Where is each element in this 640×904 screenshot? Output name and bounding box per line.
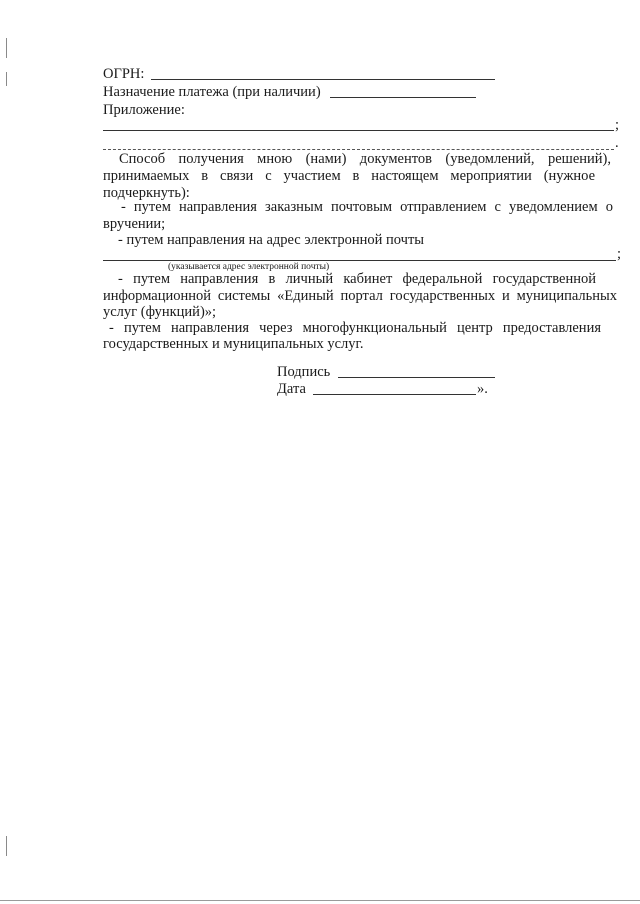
attachment-field-line2[interactable] <box>103 149 614 150</box>
scan-margin-mark-middle <box>6 72 7 86</box>
delivery-intro-line3: подчеркнуть): <box>103 185 190 201</box>
option-portal-line1: - путем направления в личный кабинет федеральной государственной <box>118 271 596 287</box>
attachment-line1-end: ; <box>615 117 620 133</box>
option-portal-line2: информационной системы «Единый портал государственных и муниципальных <box>103 288 617 304</box>
date-line-end: ». <box>477 381 488 397</box>
email-field[interactable] <box>103 260 616 261</box>
delivery-intro-line2: принимаемых в связи с участием в настоящем мероприятии (нужное <box>103 168 595 184</box>
attachment-field-line1[interactable] <box>103 130 614 131</box>
scan-bottom-edge <box>0 900 640 901</box>
scan-margin-mark-top <box>6 38 7 58</box>
option-mfc-line1: - путем направления через многофункциональный центр предоставления <box>109 320 601 336</box>
date-label: Дата <box>277 381 306 397</box>
option-portal-line3: услуг (функций)»; <box>103 304 217 320</box>
attachment-line2-end: . <box>615 135 619 151</box>
ogrn-label: ОГРН: <box>103 66 145 82</box>
option-mail-line1: - путем направления заказным почтовым отправлением с уведомлением о <box>121 199 613 215</box>
option-mfc-line2: государственных и муниципальных услуг. <box>103 336 364 352</box>
attachment-label: Приложение: <box>103 102 185 118</box>
scan-margin-mark-bottom <box>6 836 7 856</box>
email-line-end: ; <box>617 246 622 262</box>
option-mail-line2: вручении; <box>103 216 166 232</box>
delivery-intro-line1: Способ получения мною (нами) документов (уведомлений, решений), <box>119 151 611 167</box>
signature-field[interactable] <box>338 377 495 378</box>
date-field[interactable] <box>313 394 476 395</box>
payment-purpose-field[interactable] <box>330 97 476 98</box>
payment-purpose-label: Назначение платежа (при наличии) <box>103 84 321 100</box>
signature-label: Подпись <box>277 364 331 380</box>
option-email: - путем направления на адрес электронной почты <box>118 232 425 248</box>
ogrn-field[interactable] <box>151 79 495 80</box>
email-hint: (указывается адрес электронной почты) <box>168 262 330 272</box>
